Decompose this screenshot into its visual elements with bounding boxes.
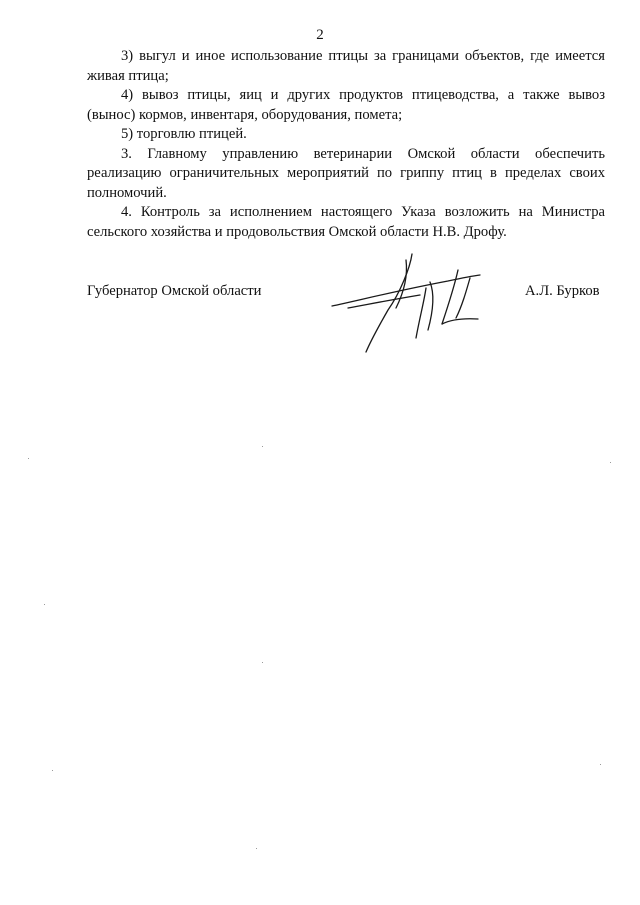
scan-speck xyxy=(262,446,263,447)
list-item-outdoor-keeping: 3) выгул и иное использование птицы за границами объектов, где имеется живая птица; xyxy=(87,48,605,84)
scan-speck xyxy=(610,462,611,463)
list-item-export-ban: 4) вывоз птицы, яиц и других продуктов птицеводства, а также вывоз (вынос) кормов, инвентаря, оборудования, помета; xyxy=(87,87,605,123)
scan-speck xyxy=(256,848,257,849)
signatory-title: Губернатор Омской области xyxy=(87,283,262,299)
scan-speck xyxy=(600,764,601,765)
list-item-trade-ban: 5) торговлю птицей. xyxy=(121,126,247,142)
scan-speck xyxy=(44,604,45,605)
decree-text xyxy=(87,47,605,242)
signatory-name: А.Л. Бурков xyxy=(525,283,600,299)
clause-control: 4. Контроль за исполнением настоящего Указа возложить на Министра сельского хозяйства и продовольствия Омской области Н.В. Дрофу. xyxy=(87,204,605,240)
scan-speck xyxy=(262,662,263,663)
handwritten-signature xyxy=(330,248,495,358)
clause-veterinary-directorate: 3. Главному управлению ветеринарии Омской области обеспечить реализацию ограничительных мероприятий по гриппу птиц в пределах своих полномочий. xyxy=(87,145,605,201)
page-number: 2 xyxy=(316,27,324,43)
scan-speck xyxy=(28,458,29,459)
scan-speck xyxy=(52,770,53,771)
